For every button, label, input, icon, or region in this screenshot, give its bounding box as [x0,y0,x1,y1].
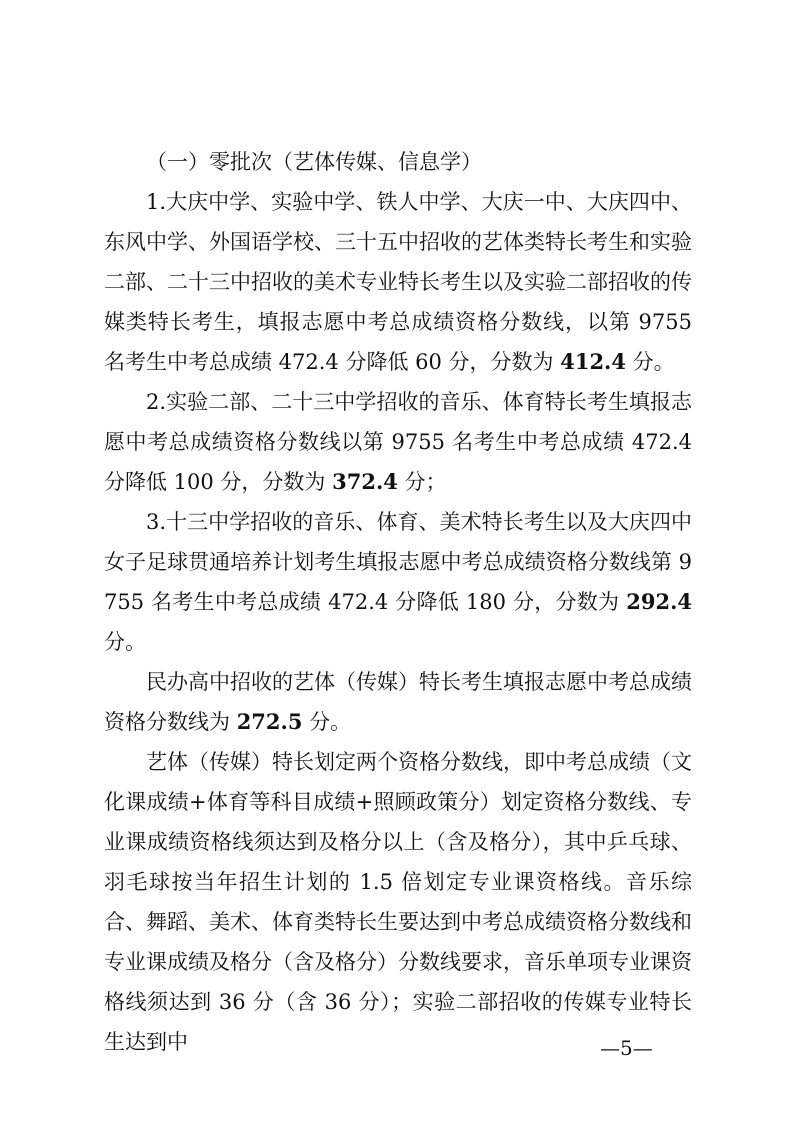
paragraph-3-text: 3.十三中学招收的音乐、体育、美术特长考生以及大庆四中女子足球贯通培养计划考生填报志愿中考总成绩资格分数线第 9755 名考生中考总成绩 472.4 分降低 180 分，分数为 [104,510,692,614]
paragraph-4 [104,662,692,742]
paragraph-4-text: 民办高中招收的艺体（传媒）特长考生填报志愿中考总成绩资格分数线为 [104,670,692,734]
paragraph-3-score: 292.4 [626,589,692,614]
paragraph-1-score: 412.4 [560,349,626,374]
paragraph-3 [104,502,692,662]
page-number: —5— [600,1036,653,1060]
paragraph-4-score: 272.5 [236,709,303,734]
paragraph-1-suffix: 分。 [625,350,675,374]
paragraph-2 [104,382,692,502]
paragraph-5-text: 艺体（传媒）特长划定两个资格分数线，即中考总成绩（文化课成绩+体育等科目成绩+照顾政策分）划定资格分数线、专业课成绩资格线须达到及格分以上（含及格分），其中乒乓球、羽毛球按当年招生计划的 1.5 倍划定专业课资格线。音乐综合、舞蹈、美术、体育类特长生要达到中考总成绩资格分数线和专业课成绩及格分（含及格分）分数线要求，音乐单项专业课资格线须达到 36 分（含 36 分）；实验二部招收的传媒专业特长生达到中 [104,750,692,1054]
paragraph-2-score: 372.4 [332,469,398,494]
paragraph-2-text: 2.实验二部、二十三中学招收的音乐、体育特长考生填报志愿中考总成绩资格分数线以第 9755 名考生中考总成绩 472.4 分降低 100 分，分数为 [104,390,692,494]
paragraph-2-suffix: 分； [397,470,447,494]
paragraph-4-suffix: 分。 [302,710,352,734]
paragraph-3-suffix: 分。 [104,630,146,654]
paragraph-1 [104,182,692,382]
section-heading: （一）零批次（艺体传媒、信息学） [146,150,482,174]
paragraph-5 [104,742,692,1062]
document-body [104,142,692,1062]
paragraph-1-text: 1.大庆中学、实验中学、铁人中学、大庆一中、大庆四中、东风中学、外国语学校、三十五中招收的艺体类特长考生和实验二部、二十三中招收的美术专业特长考生以及实验二部招收的传媒类特长考生，填报志愿中考总成绩资格分数线，以第 9755 名考生中考总成绩 472.4 分降低 60 分，分数为 [104,190,692,374]
